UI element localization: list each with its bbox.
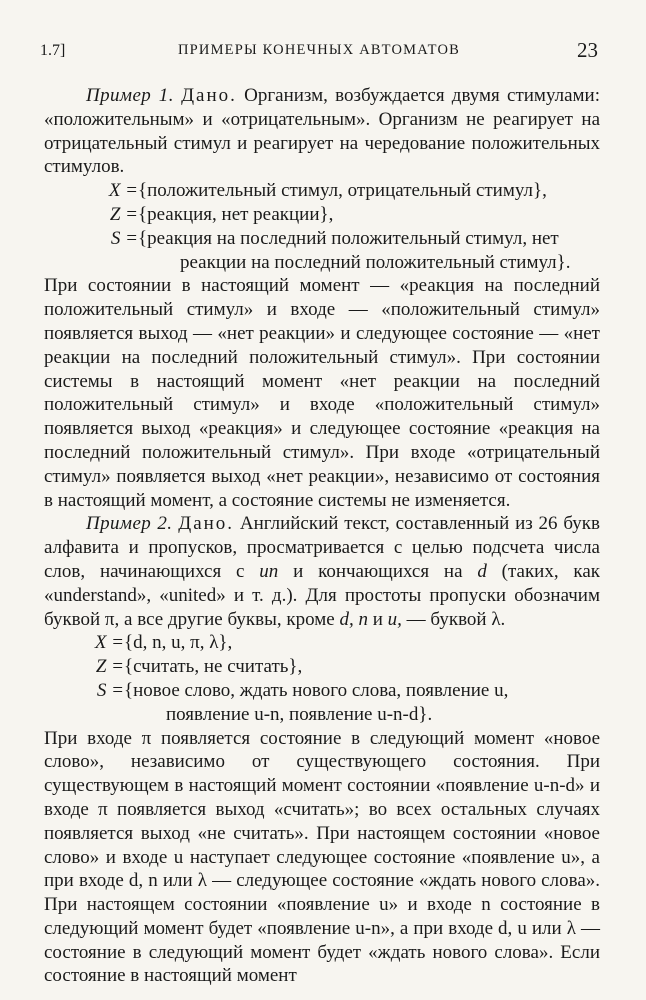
set-x: {d, n, u, π, λ}, <box>124 632 233 654</box>
example-2-text-b: и кончающихся на <box>293 560 463 582</box>
page-number: 23 <box>577 38 598 62</box>
example-2-def-x <box>44 631 600 655</box>
example-2-text-c: (таких, как «understand», «united» и т. д.). Для простоты пропуски обозначим буквой π, а все другие буквы, кроме <box>44 560 601 630</box>
example-2-intro <box>44 512 600 631</box>
example-2-text-d: и <box>372 608 383 630</box>
example-2-given: Дано. <box>178 513 235 535</box>
section-number: 1.7] <box>40 42 66 59</box>
symbol-x: X = <box>108 180 138 202</box>
set-s-line-1: {новое слово, ждать нового слова, появление u, <box>124 679 509 701</box>
symbol-s: S = <box>110 227 138 249</box>
example-2-def-s <box>44 679 600 727</box>
example-2-explanation: При входе π появляется состояние в следующий момент «новое слово», независимо от существующего состояния. При существующем в настоящий момент состоянии «появление u-n-d» и входе π появляется выход «считать»; во всех остальных случаях появляется выход «не считать». При настоящем состоянии «новое слово» и входе u наступает следующее состояние «появление u», а при входе d, n или λ — следующее состояние «ждать нового слова». При настоящем состоянии «появление u» и входе n состояние в следующий момент будет «появление u-n», а при входе d, u или λ — состояние в следующий момент будет «ждать нового слова». Если состояние в настоящий момент <box>44 727 600 987</box>
symbol-z: Z = <box>109 203 138 225</box>
set-z: {реакция, нет реакции}, <box>138 203 334 225</box>
set-s-line-1: {реакция на последний положительный стимул, нет <box>138 227 559 249</box>
symbol-s: S = <box>96 679 124 701</box>
symbol-x: X = <box>94 632 124 654</box>
set-z: {считать, не считать}, <box>124 656 303 678</box>
example-1-intro <box>44 84 600 179</box>
var-un: un <box>259 560 279 582</box>
example-1-explanation: При состоянии в настоящий момент — «реакция на последний положительный стимул» и входе — «положительный стимул» появляется выход — «нет реакции» и следующее состояние — «нет реакции на последний положительный стимул». При состоянии системы в настоящий момент «нет реакции на последний положительный стимул» и входе «положительный стимул» появляется выход «реакция» и следующее состояние «реакция на последний положительный стимул». При входе «отрицательный стимул» появляется выход «нет реакции», независимо от состояния в настоящий момент, а состояние системы не изменяется. <box>44 275 600 511</box>
example-1-def-z <box>44 203 600 227</box>
set-x: {положительный стимул, отрицательный стимул}, <box>138 180 547 202</box>
example-1-description: Организм, возбуждается двумя стимулами: «положительным» и «отрицательным». Организм не реагирует на отрицательный стимул и реагирует на чередование положительных стимулов. <box>44 85 600 178</box>
var-u: u, <box>387 608 402 630</box>
example-2-text-a: Английский текст, составленный из 26 букв алфавита и пропусков, просматривается с целью подсчета числа слов, начинающихся с <box>44 513 601 582</box>
example-1-def-x <box>44 179 600 203</box>
set-s-line-2: появление u-n, появление u-n-d}. <box>166 703 433 725</box>
page-header <box>40 40 598 68</box>
example-1-def-s <box>44 227 600 275</box>
example-2-def-z <box>44 655 600 679</box>
page-body <box>44 84 600 988</box>
symbol-z: Z = <box>95 656 124 678</box>
running-title: ПРИМЕРЫ КОНЕЧНЫХ АВТОМАТОВ <box>177 42 461 58</box>
example-1-label: Пример 1. <box>86 85 174 106</box>
var-d: d <box>477 560 487 582</box>
var-dn: d, n <box>339 608 368 630</box>
example-1-given: Дано. <box>181 85 237 106</box>
set-s-line-2: реакции на последний положительный стимул}. <box>180 251 571 273</box>
example-2-text-e: — буквой λ. <box>406 608 506 630</box>
example-2-label: Пример 2. <box>86 513 173 535</box>
